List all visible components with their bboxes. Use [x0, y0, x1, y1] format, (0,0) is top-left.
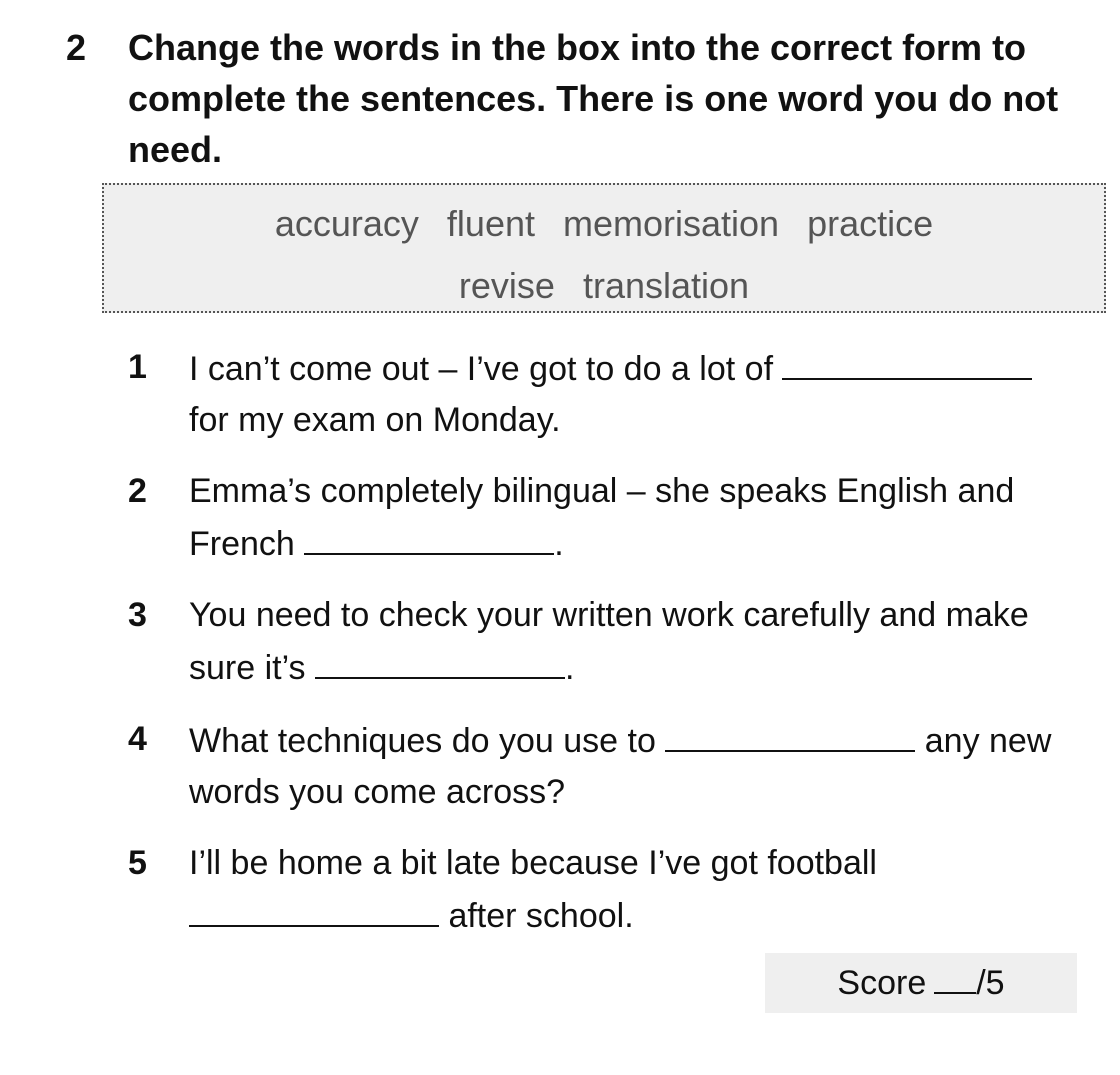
question-5: [128, 838, 1088, 962]
question-number: 4: [128, 720, 147, 758]
question-text-before: Emma’s completely bilingual – she speaks English and French: [189, 472, 1015, 563]
score-label: Score: [837, 964, 927, 1002]
question-number: 5: [128, 844, 147, 882]
answer-blank[interactable]: [304, 517, 554, 555]
score-blank[interactable]: [934, 962, 976, 994]
exercise-number: 2: [66, 27, 87, 68]
word-box-row-1: [104, 203, 1104, 245]
question-number: 1: [128, 348, 147, 386]
word-translation: translation: [582, 265, 750, 306]
question-text: [189, 342, 1069, 446]
word-revise: revise: [458, 265, 555, 306]
answer-blank[interactable]: [782, 342, 1032, 380]
word-box: [102, 183, 1106, 313]
question-text-after: for my exam on Monday.: [189, 401, 561, 439]
question-text: [189, 466, 1069, 570]
word-memorisation: memorisation: [563, 203, 780, 244]
question-text-before: You need to check your written work carefully and make sure it’s: [189, 596, 1029, 687]
answer-blank[interactable]: [315, 641, 565, 679]
question-list: [128, 342, 1088, 962]
question-text-after: after school.: [439, 897, 634, 935]
word-practice: practice: [807, 203, 934, 244]
question-text: [189, 714, 1069, 818]
word-accuracy: accuracy: [274, 203, 419, 244]
exercise-instruction: Change the words in the box into the correct form to complete the sentences. There is one word you do not need.: [128, 27, 1059, 170]
question-text-before: I can’t come out – I’ve got to do a lot of: [189, 350, 783, 388]
question-1: [128, 342, 1088, 466]
question-text: [189, 838, 1069, 942]
answer-blank[interactable]: [665, 714, 915, 752]
word-fluent: fluent: [446, 203, 535, 244]
question-text-after: .: [564, 649, 575, 687]
question-text: [189, 590, 1069, 694]
question-3: [128, 590, 1088, 714]
score-total: /5: [976, 964, 1005, 1002]
answer-blank[interactable]: [189, 889, 439, 927]
question-text-before: I’ll be home a bit late because I’ve got football: [189, 844, 877, 882]
question-4: [128, 714, 1088, 838]
question-2: [128, 466, 1088, 590]
question-number: 2: [128, 472, 147, 510]
question-text-before: What techniques do you use to: [189, 722, 666, 760]
score-box: [765, 953, 1077, 1013]
question-text-after: any new words you come across?: [189, 722, 1052, 811]
question-text-after: .: [554, 525, 564, 563]
word-box-row-2: [104, 265, 1104, 307]
question-number: 3: [128, 596, 147, 634]
